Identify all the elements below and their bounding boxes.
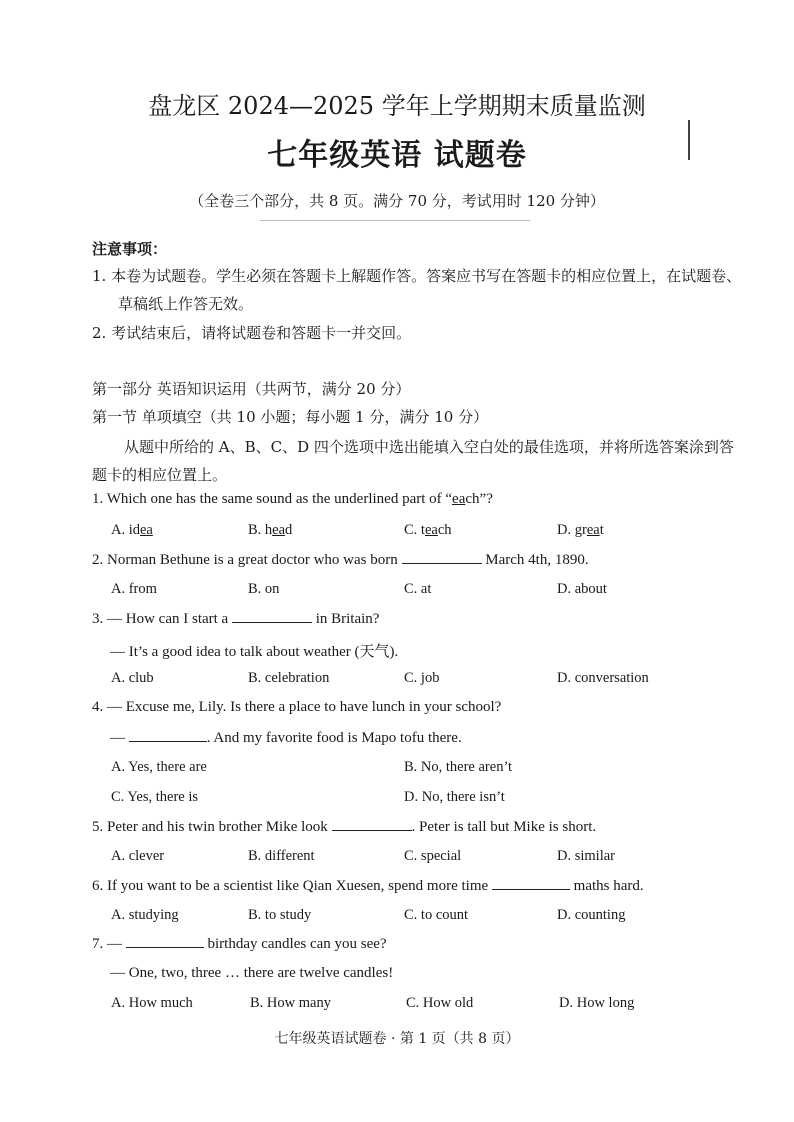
- question-1-option-b: B. head: [248, 522, 293, 538]
- question-4-option-d: D. No, there isn’t: [404, 789, 505, 805]
- question-3-option-b: B. celebration: [248, 670, 330, 686]
- divider: [260, 220, 530, 221]
- section-instructions: 从题中所给的 A、B、C、D 四个选项中选出能填入空白处的最佳选项，并将所选答案涂到答: [124, 438, 734, 456]
- page-footer: 七年级英语试题卷 · 第 1 页（共 8 页）: [274, 1031, 520, 1047]
- question-7-option-d: D. How long: [559, 995, 635, 1011]
- notice-item-1: 1. 本卷为试题卷。学生必须在答题卡上解题作答。答案应书写在答题卡的相应位置上，在试题卷、: [92, 267, 742, 285]
- answer-blank: [129, 729, 207, 742]
- answer-blank: [332, 818, 412, 831]
- question-3-option-c: C. job: [404, 670, 440, 686]
- question-7-stem: 7. — birthday candles can you see?: [92, 936, 387, 952]
- question-3-option-d: D. conversation: [557, 670, 649, 686]
- exam-info: （全卷三个部分，共 8 页。满分 70 分，考试用时 120 分钟）: [189, 192, 605, 210]
- question-5-option-a: A. clever: [111, 848, 165, 864]
- question-6-option-c: C. to count: [404, 907, 469, 923]
- question-5-option-d: D. similar: [557, 848, 615, 864]
- question-3-reply: — It’s a good idea to talk about weather (天气).: [110, 644, 399, 660]
- question-1-option-d: D. great: [557, 522, 604, 538]
- question-3-option-a: A. club: [111, 670, 154, 686]
- question-4-option-c: C. Yes, there is: [111, 789, 199, 805]
- answer-blank: [126, 935, 204, 948]
- question-2-option-c: C. at: [404, 581, 432, 597]
- section-instructions-cont: 题卡的相应位置上。: [92, 466, 228, 484]
- question-4-stem: 4. — Excuse me, Lily. Is there a place to have lunch in your school?: [92, 699, 502, 715]
- question-7-reply: — One, two, three … there are twelve candles!: [110, 965, 394, 981]
- question-2-option-d: D. about: [557, 581, 607, 597]
- question-7-option-b: B. How many: [250, 995, 331, 1011]
- question-1-stem: 1. Which one has the same sound as the underlined part of “each”?: [92, 491, 493, 507]
- question-6-option-a: A. studying: [111, 907, 179, 923]
- answer-blank: [402, 551, 482, 564]
- question-2-option-b: B. on: [248, 581, 280, 597]
- notice-item-2: 2. 考试结束后，请将试题卷和答题卡一并交回。: [92, 324, 412, 342]
- question-4-reply: — . And my favorite food is Mapo tofu there.: [110, 730, 462, 746]
- question-7-option-a: A. How much: [111, 995, 193, 1011]
- answer-blank: [492, 877, 570, 890]
- section-heading: 第一节 单项填空（共 10 小题；每小题 1 分，满分 10 分）: [92, 408, 489, 426]
- part-heading: 第一部分 英语知识运用（共两节，满分 20 分）: [92, 380, 411, 398]
- question-1-option-a: A. idea: [111, 522, 153, 538]
- answer-blank: [232, 610, 312, 623]
- question-2-option-a: A. from: [111, 581, 157, 597]
- question-4-option-a: A. Yes, there are: [111, 759, 207, 775]
- exam-title: 盘龙区 2024—2025 学年上学期期末质量监测: [148, 92, 646, 120]
- question-7-option-c: C. How old: [406, 995, 474, 1011]
- question-6-option-d: D. counting: [557, 907, 626, 923]
- question-2-stem: 2. Norman Bethune is a great doctor who was born March 4th, 1890.: [92, 552, 589, 568]
- paper-title: 七年级英语 试题卷: [267, 138, 527, 173]
- question-3-stem: 3. — How can I start a in Britain?: [92, 611, 380, 627]
- question-6-stem: 6. If you want to be a scientist like Qian Xuesen, spend more time maths hard.: [92, 878, 644, 894]
- question-5-option-c: C. special: [404, 848, 462, 864]
- question-4-option-b: B. No, there aren’t: [404, 759, 513, 775]
- question-5-option-b: B. different: [248, 848, 315, 864]
- question-6-option-b: B. to study: [248, 907, 312, 923]
- notice-heading: 注意事项：: [92, 240, 168, 258]
- question-5-stem: 5. Peter and his twin brother Mike look . Peter is tall but Mike is short.: [92, 819, 597, 835]
- notice-item-1-cont: 草稿纸上作答无效。: [118, 295, 254, 313]
- question-1-option-c: C. teach: [404, 522, 452, 538]
